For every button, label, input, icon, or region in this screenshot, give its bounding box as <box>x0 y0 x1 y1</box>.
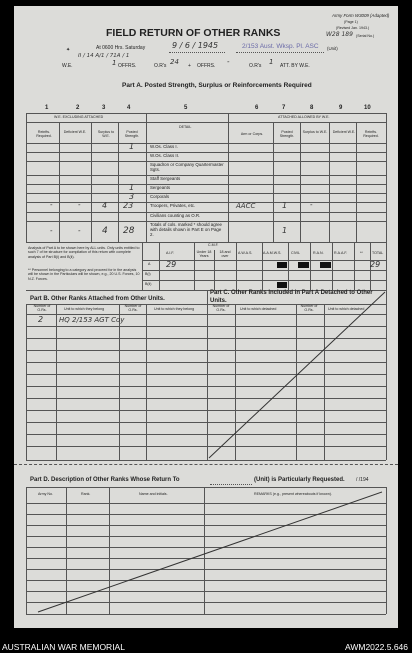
analysis-header: ** <box>360 251 363 255</box>
analysis-row-label: A <box>148 262 151 266</box>
detail-row: Totals of cols. marked * should agree with details shown in Part E on Page 2. <box>150 222 222 237</box>
analysis-header: CIVIL <box>291 251 300 255</box>
part-d-col-header: REMARKS (e.g., present whereabouts if known). <box>254 492 332 496</box>
analysis-header: R.A.N. <box>313 251 324 255</box>
part-d-col-header: Name and initials. <box>139 492 168 496</box>
part-b-num-header: Number of O.Rs. <box>33 304 51 312</box>
col-header: Arm or Corps. <box>240 132 264 136</box>
part-d-strike-line <box>26 490 388 616</box>
part-b-title: Part B. Other Ranks Attached from Other Units. <box>30 296 165 302</box>
col-header: Reinfts. Required. <box>36 130 52 138</box>
surplus-total: 4 <box>102 226 108 236</box>
analysis-header: C.M.F. <box>208 243 219 247</box>
detail-row: Corporals <box>150 194 170 199</box>
detail-row: Troopers, Privates, etc. <box>150 203 196 208</box>
form-reference: Army Form W3009 (Adapted) <box>332 13 390 18</box>
mark-icon: ✦ <box>66 48 71 53</box>
analysis-note-2: ** Personnel belonging to a category and proceed for in the analysis will be shown in the Particulars will be shown, e.g., 20 U.S. Forces, 10 N.Z. Forces. <box>28 268 140 281</box>
att-label: ATT. BY W.E. <box>280 63 310 69</box>
footer-bar <box>0 640 412 653</box>
part-d-col-header: Rank. <box>81 492 91 496</box>
analysis-header: A.I.F. <box>166 251 175 255</box>
analysis-header: Under 18 Years <box>196 250 212 258</box>
col-number: 2 <box>76 105 80 111</box>
col-number: 9 <box>339 105 343 111</box>
posted-strength-cell: 23 <box>123 201 134 210</box>
col-header: Surplus to W.E. <box>97 130 115 138</box>
att-value: 1 <box>269 58 274 66</box>
attached-label: ATTACHED ALLOWED BY W.E. <box>278 115 330 119</box>
part-b-num-header-2: Number of O.Rs. <box>124 304 142 312</box>
blackout-box <box>320 262 331 268</box>
form-page: Army Form W3009 (Adapted) (Page 1) (Revised Jan. 1943.) W28 189 (Serial No.) ✦ FIELD RETURN OF OTHER RANKS At 0600 Hrs. Saturday 9 / 6 / 1945 2/153 Aust. Wksp. Pl. ASC (Unit) II / 14 A/1 / 71A / 1 W.E. OFFRS. 1 O.R's 24 + OFFRS. - O.R's 1 ATT. BY W.E. Part A. Posted Strength, Surplus or Reinforcements Required 1 2 3 4 5 6 7 8 9 10 W.E. EXCLUDING ATTACHED ATTACHED ALLOWED BY W.E. DETAIL Reinfts. Required. Deficient W.E. Surplus to W.E. Posted Strength. Arm or Corps. Posted Strength. Surplus to W.E. Deficient W.E. Reinfts. Required. W.Os. Class I. W.Os. Class II. Squadron or Company Quartermaster Sgts. Staff Sergeants Sergeants Corporals Troopers, Privates, etc. Civilians counting as O.R. Totals of cols. marked * should agree with details shown in Part E on Page 2. 1 1 3 23 28 - - 4 - - 4 AACC 1 1 - Analysis of Part A to be shown here by ALL units. Only units entitled to such 7 of be structure for compilation of this return with complete analysis of Part B(i) and B(ii). ** Personnel belonging to a category and proceed for in the analysis will be shown in the Particulars will be shown, e.g., 20 U.S. Forces, 10 N.Z. Forces. A.I.F. C.M.F. Under 18 Years 18 and over A.W.A.S. A.A.M.W.S. CIVIL R.A.N. R.A.A.F. ** TOTAL A B(i) B(ii) 29 29 Part B. Other Ranks Attached from Other Units. Part C. Other Ranks Included in Part A Detached to Other Units. Number of O.Rs. Unit to which they belong Number of O.Rs. Unit to which they belong Number of O.Rs. Unit to which detached Number of O.Rs. Unit to which detached 2 HQ 2/153 AGT Coy Part D. Description of Other Ranks Whose Return To (Unit) is Particularly Requested. / /194 Army No. Rank. Name and initials. REMARKS (e.g., present whereabouts if known). <box>14 6 398 628</box>
part-c-num-header-2: Number of O.Rs. <box>300 304 318 312</box>
col-number: 4 <box>127 105 131 111</box>
part-c-unit-header-2: Unit to which detached <box>328 307 365 311</box>
part-d-col-header: Army No. <box>38 492 53 496</box>
posted-strength-cell: 3 <box>129 192 135 201</box>
analysis-header: 18 and over <box>219 250 231 258</box>
serial-label: (Serial No.) <box>356 34 375 38</box>
part-c-unit-header: Unit to which detached <box>240 307 277 311</box>
ors2-label: O.R's <box>249 63 262 69</box>
return-date: 9 / 6 / 1945 <box>172 41 219 50</box>
col-header: Deficient W.E. <box>63 130 87 134</box>
col-header: Surplus to W.E. <box>302 130 328 134</box>
part-a-title: Part A. Posted Strength, Surplus or Reinforcements Required <box>122 82 312 89</box>
we-reference: II / 14 A/1 / 71A / 1 <box>78 53 130 59</box>
col-number: 7 <box>282 105 286 111</box>
analysis-header: A.W.A.S. <box>238 251 253 255</box>
attached-strength-cell: 1 <box>282 201 288 210</box>
attached-strength-total: 1 <box>282 226 288 235</box>
detail-row: Squadron or Company Quartermaster Sgts. <box>150 162 224 172</box>
col-number: 8 <box>310 105 314 111</box>
col-header: Posted Strength. <box>279 130 295 138</box>
footer-accession: AWM2022.5.646 <box>345 642 408 652</box>
analysis-row-label: B(i) <box>145 272 151 276</box>
unit-label: (Unit) <box>327 46 338 51</box>
blackout-box <box>298 262 309 268</box>
blackout-box <box>277 282 287 288</box>
analysis-total-value: 29 <box>370 260 381 269</box>
detail-row: Civilians counting as O.R. <box>150 213 201 218</box>
part-d-title: Part D. Description of Other Ranks Whose Return To <box>30 477 180 483</box>
part-b-unit-header: Unit to which they belong <box>64 307 105 311</box>
detail-label: DETAIL <box>179 125 192 129</box>
we-label: W.E. <box>62 63 73 69</box>
analysis-header: A.A.M.W.S. <box>263 251 282 255</box>
part-b-number-entry: 2 <box>38 315 44 324</box>
we-excluding-label: W.E. EXCLUDING ATTACHED <box>54 115 104 119</box>
page-title: FIELD RETURN OF OTHER RANKS <box>106 27 281 39</box>
analysis-header: TOTAL <box>372 251 384 255</box>
part-b-unit-entry: HQ 2/153 AGT Coy <box>59 316 125 324</box>
at-hours-label: At 0600 Hrs. Saturday <box>96 45 146 51</box>
ors-label: O.R's <box>154 63 167 69</box>
analysis-note: Analysis of Part A to be shown here by ALL units. Only units entitled to such 7 of be structure for compilation of this return with complete analysis of Part B(i) and B(ii). <box>28 246 140 259</box>
surplus-cell: 4 <box>102 201 108 210</box>
deficient-total: - <box>78 227 81 235</box>
offrs2-value: - <box>227 58 230 66</box>
part-d-date: / /194 <box>356 477 369 483</box>
part-c-strike-line <box>207 290 387 460</box>
offrs2-label: OFFRS. <box>197 63 216 69</box>
col-number: 10 <box>364 105 371 111</box>
col-number: 6 <box>255 105 259 111</box>
col-header: Posted Strength. <box>124 130 140 138</box>
col-number: 5 <box>184 105 188 111</box>
attached-surplus-cell: - <box>310 201 313 209</box>
blackout-box <box>277 262 287 268</box>
ors-value: 24 <box>170 58 179 66</box>
detail-row: W.Os. Class I. <box>150 144 178 149</box>
part-d-unit-text: (Unit) is Particularly Requested. <box>254 477 345 483</box>
reinfts-cell: - <box>50 201 53 209</box>
arm-corps-cell: AACC <box>236 202 256 210</box>
footer-source: AUSTRALIAN WAR MEMORIAL <box>2 642 125 652</box>
part-c-title: Part C. Other Ranks Included in Part A Detached to Other Units. <box>210 290 373 304</box>
part-b-unit-header-2: Unit to which they belong <box>154 307 195 311</box>
col-header: Reinfts. Required. <box>363 130 379 138</box>
reinfts-total: - <box>50 227 53 235</box>
analysis-header: R.A.A.F. <box>334 251 348 255</box>
col-header: Deficient W.E. <box>332 130 356 134</box>
analysis-aif-value: 29 <box>166 260 177 269</box>
analysis-row-label: B(ii) <box>145 282 152 286</box>
detail-row: W.Os. Class II. <box>150 153 180 158</box>
col-number: 1 <box>45 105 49 111</box>
offrs-value: 1 <box>112 59 117 67</box>
col-number: 3 <box>102 105 106 111</box>
posted-strength-total: 28 <box>123 226 135 236</box>
offrs-label: OFFRS. <box>118 63 137 69</box>
unit-stamp: 2/153 Aust. Wksp. Pl. ASC <box>242 43 319 50</box>
serial-number: W28 189 <box>326 31 353 38</box>
revised-note: (Revised Jan. 1943.) <box>336 26 370 30</box>
posted-strength-cell: 1 <box>129 142 135 151</box>
detail-row: Staff Sergeants <box>150 176 181 181</box>
posted-strength-cell: 1 <box>129 183 135 192</box>
part-c-num-header: Number of O.Rs. <box>212 304 230 312</box>
page-indicator: (Page 1) <box>344 20 358 24</box>
detail-row: Sergeants <box>150 185 171 190</box>
deficient-cell: - <box>78 201 81 209</box>
